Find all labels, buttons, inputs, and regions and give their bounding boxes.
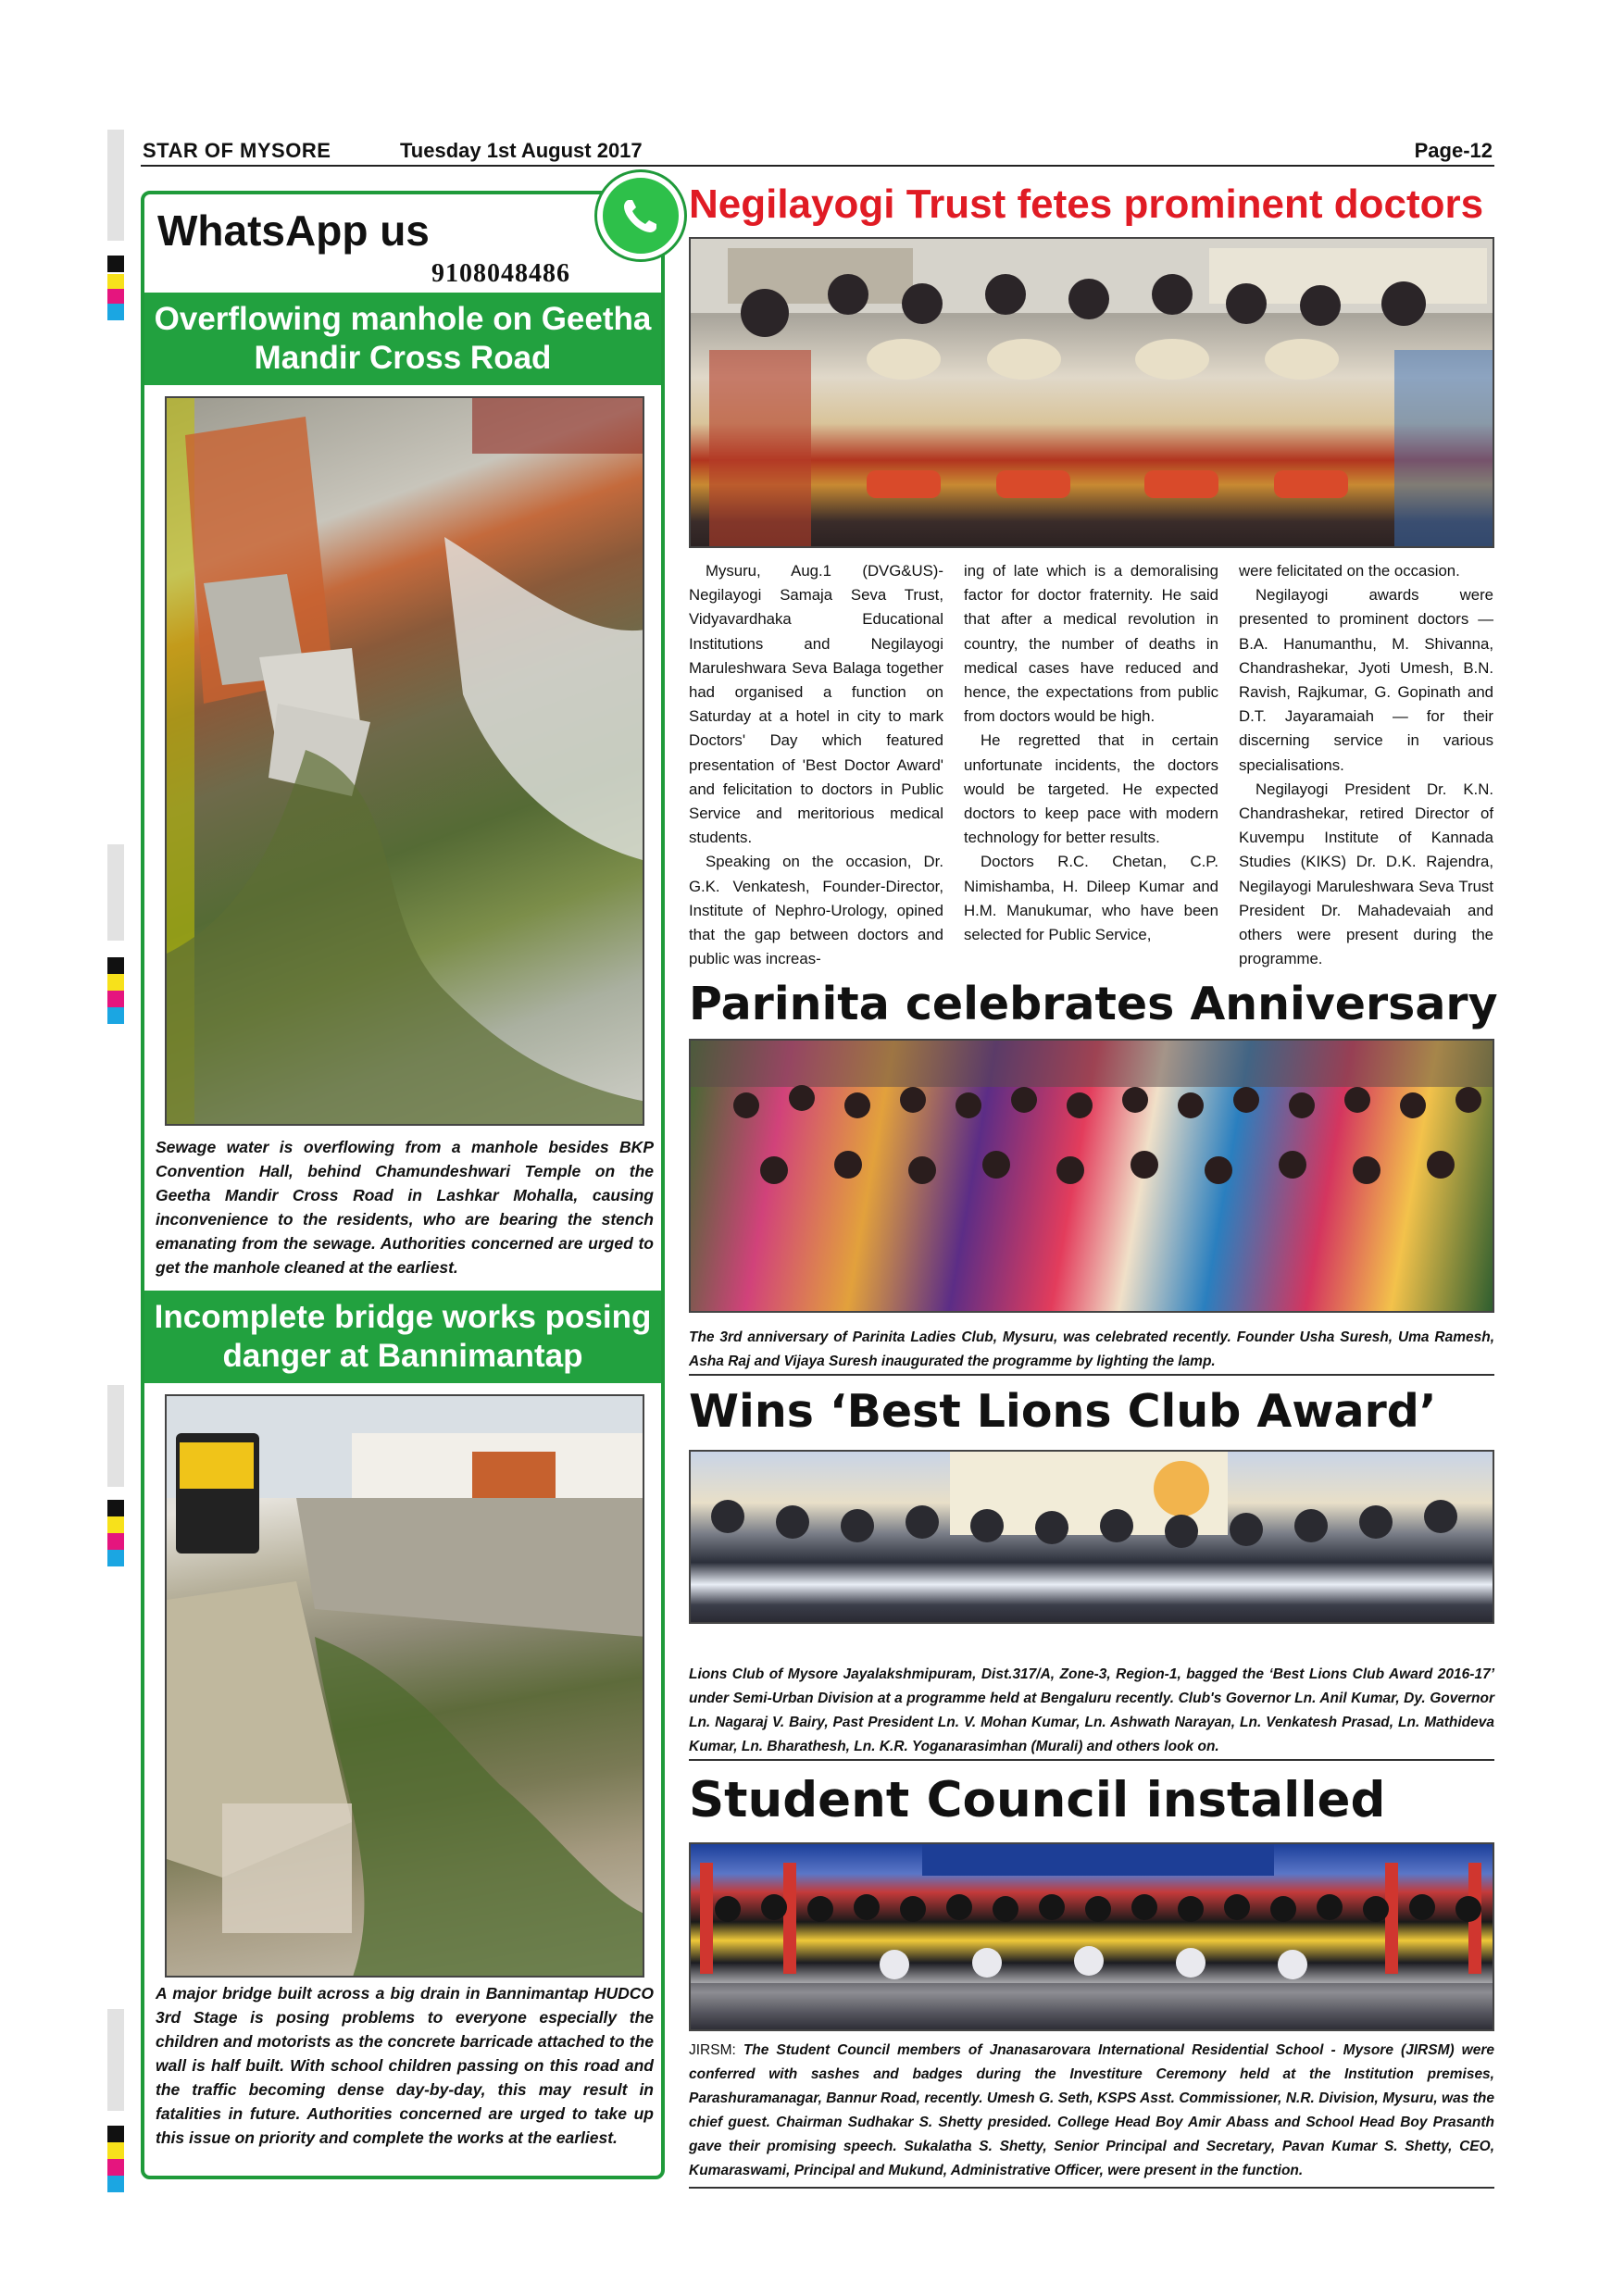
- parinita-caption: The 3rd anniversary of Parinita Ladies Club, Mysuru, was celebrated recently. Founder Usha Suresh, Uma Ramesh, Asha Raj and Vijaya Suresh inaugurated the programme by lighting the lamp.: [689, 1329, 1494, 1369]
- article-column-2: [964, 559, 1218, 971]
- registration-mark-magenta: [107, 1533, 124, 1550]
- lions-caption: Lions Club of Mysore Jayalakshmipuram, Dist.317/A, Zone-3, Region-1, bagged the ‘Best Lions Club Award 2016-17’ under Semi-Urban Division at a programme held at Bengaluru recently. Club's Governor Ln. Anil Kumar, Dy. Governor Ln. Nagaraj V. Bairy, Past President Ln. V. Mohan Kumar, Ln. Ashwath Narayan, Ln. Venkatesh Prasad, Ln. Mathideva Kumar, Ln. Bharathesh, Ln. K.R. Yoganarasimhan (Murali) and others look on.: [689, 1666, 1494, 1754]
- article-column-3: [1239, 559, 1493, 971]
- student-caption-text: The Student Council members of Jnanasarovara International Residential School - Mysore (JIRSM) were conferred with sashes and badges during the Investiture Ceremony held at the Institution premises, Parashuramanagar, Bannur Road, recently. Umesh G. Seth, KSPS Asst. Commissioner, N.R. Division, Mysuru, was the chief guest. Chairman Sudhakar S. Shetty presided. College Head Boy Amir Abass and School Head Boy Prasanth gave their promising speech. Sukalatha S. Shetty, Senior Principal and Secretary, Pavan Kumar S. Shetty, CEO, Kumaraswami, Principal and Mukund, Administrative Officer, were present in the function.: [689, 2042, 1495, 2178]
- article-paragraph: were felicitated on the occasion.: [1239, 562, 1460, 580]
- student-photo: [689, 1842, 1494, 2031]
- lions-headline: Wins ‘Best Lions Club Award’: [689, 1385, 1437, 1438]
- doctors-article-body: [689, 559, 1494, 971]
- page-header: [141, 135, 1494, 167]
- lions-photo: [689, 1450, 1494, 1624]
- article-column-1: [689, 559, 943, 971]
- bridge-photo: [165, 1394, 644, 1978]
- registration-mark-magenta: [107, 991, 124, 1007]
- doctors-photo: [689, 237, 1494, 548]
- registration-mark-black: [107, 957, 124, 974]
- registration-mark-magenta: [107, 2159, 124, 2176]
- registration-mark-black: [107, 1500, 124, 1516]
- student-photo-shapes: [691, 1844, 1494, 2031]
- newspaper-name: STAR OF MYSORE: [143, 139, 331, 162]
- manhole-photo: [165, 396, 644, 1126]
- doctors-headline: Negilayogi Trust fetes prominent doctors: [689, 181, 1484, 227]
- student-caption: [689, 2039, 1494, 2183]
- bridge-headline: Incomplete bridge works posing danger at Bannimantap: [144, 1291, 661, 1383]
- manhole-caption: Sewage water is overflowing from a manhole besides BKP Convention Hall, behind Chamundeshwari Temple on the Geetha Mandir Cross Road in Lashkar Mohalla, causing inconvenience to the residents, who are bearing the stench emanating from the sewage. Authorities concerned are urged to get the manhole cleaned at the earliest.: [156, 1138, 654, 1277]
- registration-mark-yellow: [107, 2142, 124, 2159]
- registration-mark-cyan: [107, 1007, 124, 1024]
- whatsapp-number: 9108048486: [431, 259, 570, 288]
- registration-mark-cyan: [107, 1550, 124, 1566]
- registration-mark-cyan: [107, 2176, 124, 2192]
- registration-mark-cyan: [107, 304, 124, 320]
- divider: [689, 2187, 1494, 2189]
- article-paragraph: Doctors R.C. Chetan, C.P. Nimishamba, H. Dileep Kumar and H.M. Manukumar, who have been selected for Public Service,: [964, 853, 1218, 944]
- issue-date: Tuesday 1st August 2017: [400, 139, 643, 162]
- lions-photo-shapes: [691, 1452, 1494, 1624]
- registration-mark-black: [107, 2126, 124, 2142]
- bridge-photo-shapes: [167, 1396, 644, 1978]
- bridge-caption: A major bridge built across a big drain in Bannimantap HUDCO 3rd Stage is posing problems to everyone especially the children and motorists as the concrete barricade attached to the wall is half built. With school children passing on this road and the traffic becoming dense day-by-day, this may result in fatalities in future. Authorities concerned are urged to take up this issue on priority and complete the works at the earliest.: [156, 1984, 654, 2147]
- registration-mark-yellow: [107, 974, 124, 991]
- left-column-box: [141, 191, 665, 2179]
- parinita-photo-shapes: [691, 1041, 1494, 1313]
- student-headline: Student Council installed: [689, 1772, 1386, 1828]
- divider: [689, 1374, 1494, 1376]
- parinita-photo: [689, 1039, 1494, 1313]
- article-paragraph: He regretted that in certain unfortunate incidents, the doctors would be targeted. He expected doctors to keep pace with modern technology for better results.: [964, 731, 1218, 847]
- student-caption-lead: JIRSM:: [689, 2042, 736, 2058]
- page-number: Page-12: [1414, 139, 1493, 162]
- article-paragraph: Negilayogi awards were presented to prominent doctors — B.A. Hanumanthu, M. Shivanna, Chandrashekar, Jyoti Umesh, B.N. Ravish, Rajkumar, G. Gopinath and D.T. Jayaramaiah — for their discerning service in various specialisations.: [1239, 586, 1493, 774]
- phone-handset-icon: [619, 194, 662, 237]
- divider: [689, 1759, 1494, 1761]
- registration-mark-black: [107, 256, 124, 272]
- parinita-headline: Parinita celebrates Anniversary: [689, 978, 1498, 1030]
- article-paragraph: ing of late which is a demoralising factor for doctor fraternity. He said that after a medical revolution in country, the number of deaths in medical cases have reduced and hence, the expectations from public from doctors would be high.: [964, 562, 1218, 726]
- registration-strip-bottom: [107, 2009, 124, 2111]
- whatsapp-icon: [597, 172, 684, 259]
- article-paragraph: Speaking on the occasion, Dr. G.K. Venkatesh, Founder-Director, Institute of Nephro-Urology, opined that the gap between doctors and public was increas-: [689, 853, 943, 968]
- registration-mark-yellow: [107, 1516, 124, 1533]
- doctors-photo-shapes: [691, 239, 1494, 548]
- registration-strip-mid: [107, 844, 124, 941]
- manhole-photo-shapes: [167, 398, 644, 1126]
- article-paragraph: Mysuru, Aug.1 (DVG&US)- Negilayogi Samaja Seva Trust, Vidyavardhaka Educational Institutions and Negilayogi Maruleshwara Seva Balaga together had organised a function on Saturday at a hotel in city to mark Doctors' Day which featured presentation of 'Best Doctor Award' and felicitation to doctors in Public Service and meritorious medical students.: [689, 562, 943, 847]
- manhole-headline: Overflowing manhole on Geetha Mandir Cross Road: [144, 293, 661, 385]
- whatsapp-title: WhatsApp us: [157, 206, 430, 255]
- article-paragraph: Negilayogi President Dr. K.N. Chandrashekar, retired Director of Kuvempu Institute of Kannada Studies (KIKS) Dr. D.K. Rajendra, Negilayogi Maruleshwara Seva Trust President Dr. Mahadevaiah and others were present during the programme.: [1239, 780, 1493, 968]
- registration-strip-top: [107, 130, 124, 241]
- registration-strip-low: [107, 1385, 124, 1487]
